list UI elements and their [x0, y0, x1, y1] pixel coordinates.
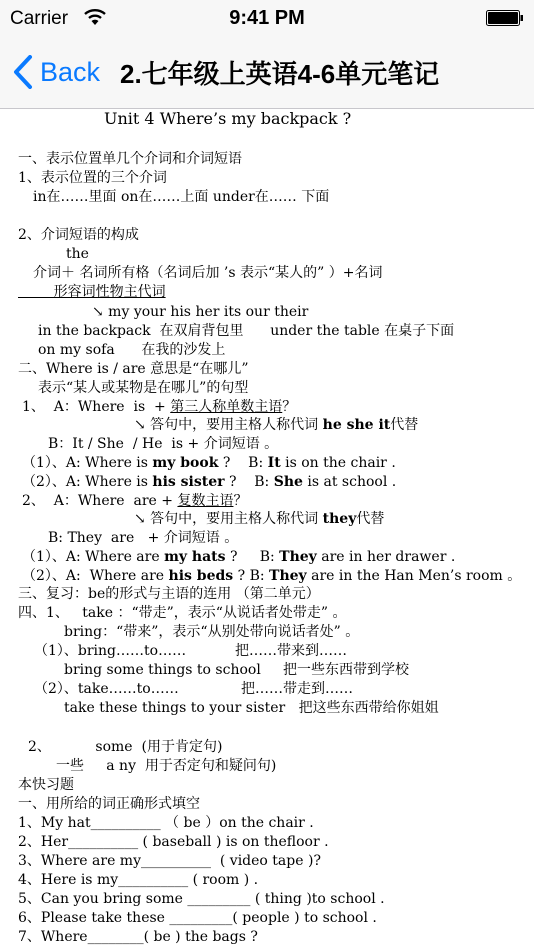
- document-view[interactable]: [0, 109, 534, 950]
- text-line: bring：“带来”，表示“从别处带向说话者处” 。: [64, 624, 360, 640]
- text-line: take these things to your sister 把这些东西带给你姐姐: [64, 700, 439, 716]
- text-line: 本快习题: [18, 777, 74, 793]
- exercise-item: 3、Where are my__________ ( video tape )?: [18, 853, 321, 869]
- text-line: ↘ 答句中，要用主格人称代词 they代替: [134, 511, 385, 527]
- text-line: 三、复习：be的形式与主语的连用 （第二单元）: [18, 586, 320, 602]
- text-line: 1、表示位置的三个介词: [18, 170, 167, 186]
- text-line: the: [66, 246, 89, 262]
- text-line: （1）、A: Where are my hats ? B: They are in her drawer .: [22, 549, 456, 565]
- text-line: 形容词性物主代词: [18, 284, 166, 300]
- text-line: 四、1、 take ：“带走”，表示“从说话者处带走” 。: [18, 605, 347, 621]
- exercise-item: 6、Please take these _________( people ) to school .: [18, 910, 377, 926]
- text-line: ↘ my your his her its our their: [92, 304, 309, 320]
- text-line: B：It / She / He is + 介词短语 。: [48, 436, 279, 452]
- text-line: 介词＋ 名词所有格（名词后加 ’s 表示“某人的” ）+名词: [33, 265, 383, 281]
- text-line: 一些 a ny 用于否定句和疑问句): [56, 758, 277, 774]
- unit-heading: Unit 4 Where’s my backpack ?: [104, 109, 352, 128]
- text-line: B: They are + 介词短语 。: [48, 530, 239, 546]
- text-line: 2、 A：Where are + 复数主语？: [22, 493, 248, 509]
- exercise-item: 5、Can you bring some _________ ( thing )to school .: [18, 891, 385, 907]
- text-line: in the backpack 在双肩背包里 under the table 在桌子下面: [38, 323, 455, 339]
- exercise-item: 4、Here is my__________ ( room ) .: [18, 872, 259, 888]
- navigation-bar: [0, 38, 534, 109]
- text-line: in在……里面 on在……上面 under在…… 下面: [33, 189, 330, 205]
- text-line: （2）、take……to…… 把……带走到……: [34, 681, 354, 697]
- text-line: bring some things to school 把一些东西带到学校: [64, 662, 410, 678]
- text-line: 二、Where is / are 意思是“在哪儿”: [18, 361, 249, 377]
- text-line: 一、用所给的词正确形式填空: [18, 796, 200, 812]
- status-time: 9:41 PM: [229, 7, 305, 29]
- chevron-left-icon: [12, 55, 34, 89]
- text-line: （1）、A: Where is my book ? B: It is on the chair .: [22, 455, 396, 471]
- exercise-item: 2、Her__________ ( baseball ) is on thefloor .: [18, 834, 329, 850]
- status-bar: [0, 0, 534, 38]
- text-line: （2）、A: Where are his beds ? B: They are in the Han Men’s room 。: [22, 568, 522, 584]
- carrier-label: Carrier: [10, 8, 69, 29]
- back-button[interactable]: [12, 54, 100, 90]
- text-line: （1）、bring……to…… 把……带来到……: [34, 643, 348, 659]
- back-label: Back: [40, 56, 101, 87]
- text-line: （2）、A: Where is his sister ? B: She is at school .: [22, 474, 397, 490]
- text-line: 表示“某人或某物是在哪儿”的句型: [38, 380, 249, 396]
- text-line: 2、介词短语的构成: [18, 227, 139, 243]
- text-line: ↘ 答句中，要用主格人称代词 he she it代替: [134, 417, 419, 433]
- exercise-item: 7、Where________( be ) the bags ?: [18, 929, 258, 945]
- text-line: 2、 some (用于肯定句): [28, 739, 223, 755]
- battery-icon: [486, 10, 524, 26]
- page-title: 2.七年级上英语4-6单元笔记: [120, 59, 440, 89]
- text-line: 一、表示位置单几个介词和介词短语: [18, 151, 242, 167]
- exercise-item: 1、My hat__________ （ be ）on the chair .: [18, 815, 314, 831]
- text-line: on my sofa 在我的沙发上: [38, 342, 226, 358]
- text-line: 1、 A：Where is + 第三人称单数主语？: [22, 399, 297, 415]
